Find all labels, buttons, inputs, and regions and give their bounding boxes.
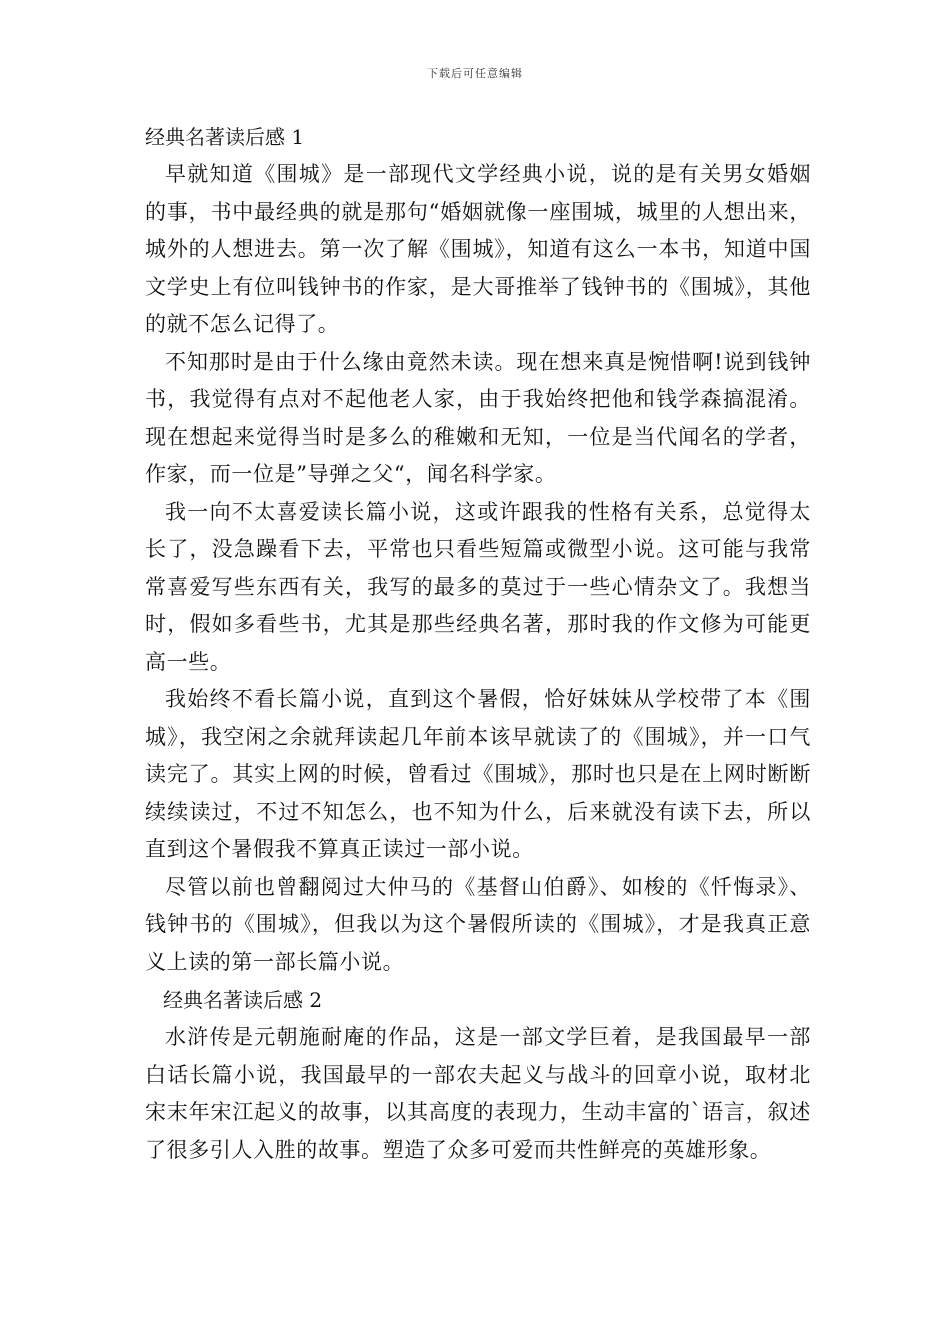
paragraph-5 bbox=[145, 869, 811, 982]
paragraph-text: 不知那时是由于什么缘由竟然未读。现在想来真是惋惜啊!说到钱钟书，我觉得有点对不起他老人家，由于我始终把他和钱学森搞混淆。现在想起来觉得当时是多么的稚嫩和无知，一位是当代闻名的学者，作家，而一位是”导弹之父“，闻名科学家。 bbox=[145, 349, 811, 486]
paragraph-3 bbox=[145, 494, 811, 682]
paragraph-4 bbox=[145, 681, 811, 869]
paragraph-2 bbox=[145, 344, 811, 494]
paragraph-1 bbox=[145, 156, 811, 344]
paragraph-text: 水浒传是元朝施耐庵的作品，这是一部文学巨着，是我国最早一部白话长篇小说，我国最早的一部农夫起义与战斗的回章小说，取材北宋末年宋江起义的故事，以其高度的表现力，生动丰富的`语言，叙述了很多引人入胜的故事。塑造了众多可爱而共性鲜亮的英雄形象。 bbox=[145, 1025, 811, 1162]
paragraph-6 bbox=[145, 1019, 811, 1169]
paragraph-text: 我一向不太喜爱读长篇小说，这或许跟我的性格有关系，总觉得太长了，没急躁看下去，平常也只看些短篇或微型小说。这可能与我常常喜爱写些东西有关，我写的最多的莫过于一些心情杂文了。我想当时，假如多看些书，尤其是那些经典名著，那时我的作文修为可能更高一些。 bbox=[145, 499, 811, 674]
paragraph-text: 早就知道《围城》是一部现代文学经典小说，说的是有关男女婚姻的事，书中最经典的就是那句“婚姻就像一座围城，城里的人想出来，城外的人想进去。第一次了解《围城》，知道有这么一本书，知道中国文学史上有位叫钱钟书的作家，是大哥推举了钱钟书的《围城》，其他的就不怎么记得了。 bbox=[145, 162, 811, 336]
document-body bbox=[145, 118, 811, 1169]
section-heading-2: 经典名著读后感 2 bbox=[163, 988, 323, 1012]
section-heading-1: 经典名著读后感 1 bbox=[145, 125, 305, 149]
paragraph-text: 我始终不看长篇小说，直到这个暑假，恰好妹妹从学校带了本《围城》，我空闲之余就拜读起几年前本该早就读了的《围城》，并一口气读完了。其实上网的时候，曾看过《围城》，那时也只是在上网时断断续续读过，不过不知怎么，也不知为什么，后来就没有读下去，所以直到这个暑假我不算真正读过一部小说。 bbox=[145, 687, 811, 861]
paragraph-text: 尽管以前也曾翻阅过大仲马的《基督山伯爵》、如梭的《忏悔录》、钱钟书的《围城》，但我以为这个暑假所读的《围城》，才是我真正意义上读的第一部长篇小说。 bbox=[145, 874, 811, 974]
header-note: 下载后可任意编辑 bbox=[427, 67, 523, 80]
